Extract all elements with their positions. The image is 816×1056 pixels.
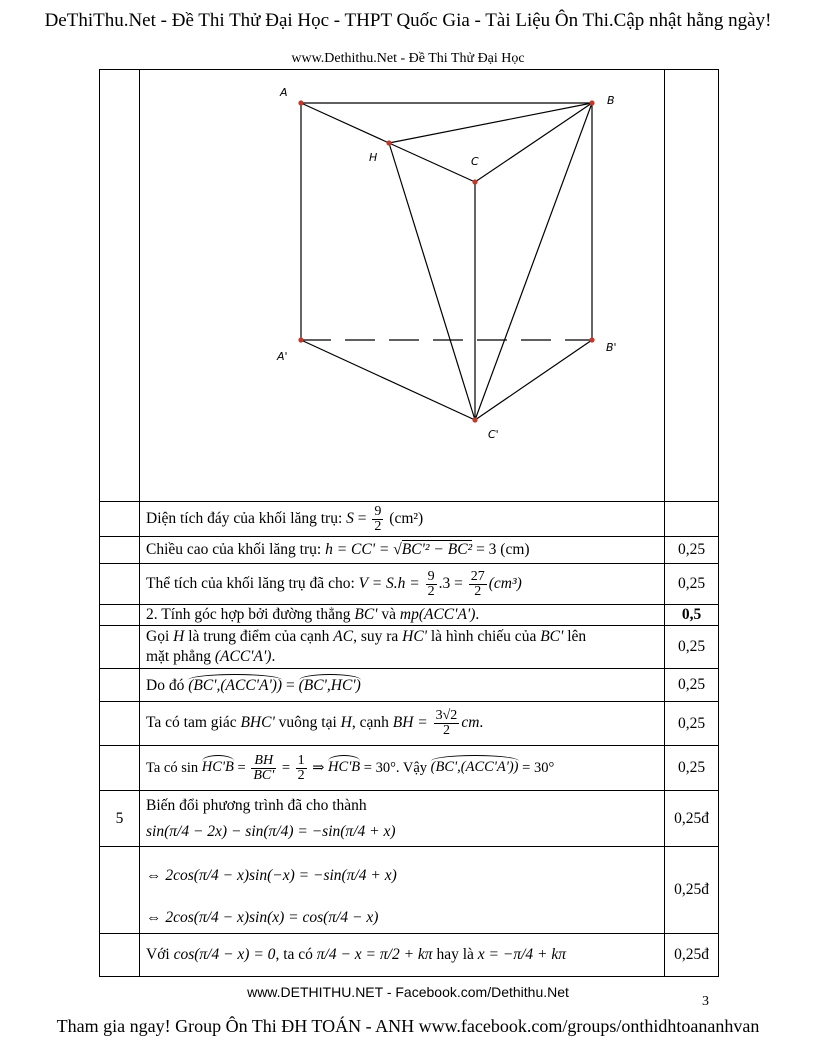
point-b [589,100,594,105]
footer-banner: Tham gia ngay! Group Ôn Thi ĐH TOÁN - ANH www.facebook.com/groups/onthidhtoananhvan [56,1016,760,1036]
score: 0,25 [665,626,719,669]
fraction: $\frac{9}{2}$ [427,568,435,599]
point-c1 [472,417,477,422]
fraction: $\frac{3√2}{2}$ [435,708,458,738]
label-b1: B' [606,341,617,354]
score: 0,25đ [665,847,719,934]
score: 0,25 [665,702,719,746]
table-row: Diện tích đáy của khối lăng trụ: S = $\frac{9}{2}$ (cm²) [100,502,719,537]
label-h: H [369,151,378,164]
table-row: Ta có sin HC'B = $\frac{BH}{BC'}$ = $\frac{1}{2}$ ⇒ HC'B = 30°. Vậy (BC',(ACC'A')) = 30° 0,25 [100,746,719,791]
score: 0,25đ [665,934,719,977]
header-subtitle: www.Dethithu.Net - Đề Thi Thử Đại Học [291,51,525,66]
label-c1: C' [488,428,499,441]
point-c [472,179,477,184]
fraction: $\frac{9}{2}$ [374,503,382,534]
fraction: $\frac{27}{2}$ [470,568,485,599]
point-b1 [589,337,594,342]
footer-links: www.DETHITHU.NET - Facebook.com/Dethithu.Net [247,984,569,1000]
edge-a1c1 [301,340,475,420]
table-row: Với cos(π/4 − x) = 0, ta có π/4 − x = π/2 + kπ hay là x = −π/4 + kπ 0,25đ [100,934,719,977]
fraction: $\frac{BH}{BC'}$ [253,752,275,783]
label-c: C [471,155,479,168]
edge-bc1 [475,103,592,420]
score: 0,25 [665,537,719,564]
edge-b1c1 [475,340,592,420]
label-a1: A' [277,350,288,363]
equation: sin(π/4 − 2x) − sin(π/4) = −sin(π/4 + x) [146,822,396,840]
label-b: B [607,94,615,107]
equation: ⇔ 2cos(π/4 − x)sin(−x) = −sin(π/4 + x) [146,867,397,884]
table-row [100,70,719,502]
row-text: Diện tích đáy của khối lăng trụ: [146,509,347,527]
score: 0,25đ [665,791,719,847]
prism-figure [140,70,670,495]
table-row [100,847,719,934]
score: 0,5 [665,605,719,626]
fraction: $\frac{1}{2}$ [297,752,305,783]
point-h [386,140,391,145]
score: 0,25 [665,564,719,605]
edge-hc [389,143,475,182]
header-title: DeThiThu.Net - Đề Thi Thử Đại Học - THPT Quốc Gia - Tài Liệu Ôn Thi.Cập nhật hằng ngày! [44,10,772,31]
label-a: A [280,86,288,99]
equation: ⇔ 2cos(π/4 − x)sin(x) = cos(π/4 − x) [146,909,379,926]
edge-hc1 [389,143,475,420]
table-row: Ta có tam giác BHC' vuông tại H, cạnh BH = $\frac{3√2}{2}$ cm. 0,25 [100,702,719,746]
score: 0,25 [665,669,719,702]
point-a1 [298,337,303,342]
question-number: 5 [100,791,140,847]
table-row: Gọi H là trung điểm của cạnh AC, suy ra HC' là hình chiếu của BC' lên mặt phẳng (ACC'A'). 0,25 [100,626,719,669]
score: 0,25 [665,746,719,791]
vertex-points [298,100,594,422]
table-row: 2. Tính góc hợp bởi đường thẳng BC' và mp(ACC'A'). 0,5 [100,605,719,626]
table-row: Thể tích của khối lăng trụ đã cho: V = S.h = $\frac{9}{2}$ .3 = $\frac{27}{2}$ (cm³) 0,25 [100,564,719,605]
page-number: 3 [702,994,709,1009]
point-a [298,100,303,105]
edge-ah [301,103,389,143]
table-row: Chiều cao của khối lăng trụ: h = CC' = √BC'² − BC² = 3 (cm) 0,25 [100,537,719,564]
table-row: Do đó (BC',(ACC'A')) = (BC',HC') 0,25 [100,669,719,702]
solution-table [99,69,719,977]
table-row: 5 Biến đổi phương trình đã cho thành sin(π/4 − 2x) − sin(π/4) = −sin(π/4 + x) 0,25đ [100,791,719,847]
